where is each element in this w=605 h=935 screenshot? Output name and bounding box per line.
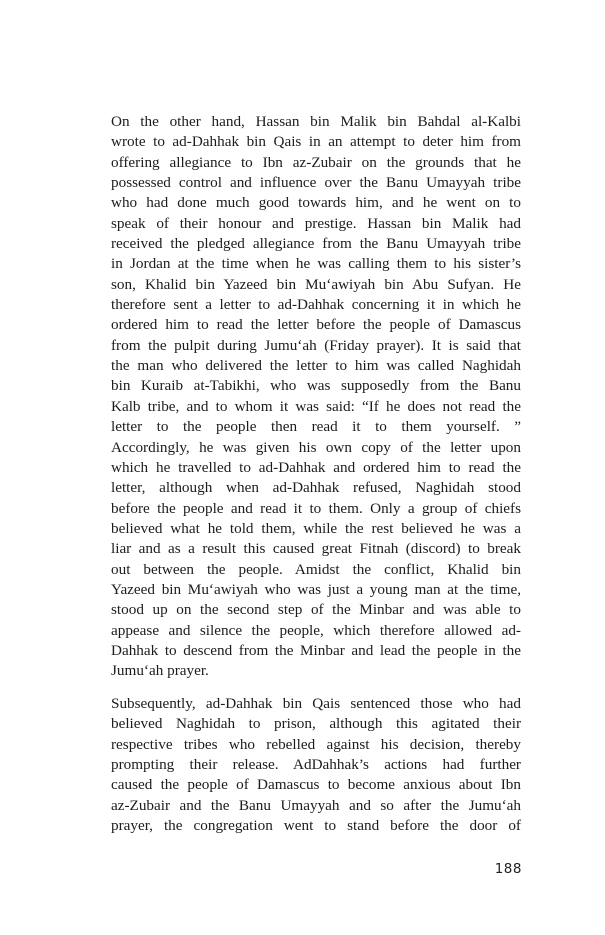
text-line: therefore sent a letter to ad-Dahhak concerning it in which he <box>111 296 521 314</box>
text-line: Accordingly, he was given his own copy of the letter upon <box>111 438 521 456</box>
text-line: Dahhak to descend from the Minbar and lead the people in the <box>111 641 521 659</box>
text-line: son, Khalid bin Yazeed bin Mu‘awiyah bin Abu Sufyan. He <box>111 275 521 293</box>
text-line: az-Zubair and the Banu Umayyah and so after the Jumu‘ah <box>111 796 521 814</box>
text-line: speak of their honour and prestige. Hassan bin Malik had <box>111 214 521 232</box>
text-line: Kalb tribe, and to whom it was said: “If he does not read the <box>111 397 521 415</box>
text-line: letter, although when ad-Dahhak refused, Naghidah stood <box>111 479 521 497</box>
text-line: ordered him to read the letter before the people of Damascus <box>111 316 521 334</box>
paragraph-1 <box>111 112 521 682</box>
text-line: offering allegiance to Ibn az-Zubair on the grounds that he <box>111 153 521 171</box>
text-line: received the pledged allegiance from the Banu Umayyah tribe <box>111 235 521 253</box>
text-line: bin Kuraib at-Tabikhi, who was supposedly from the Banu <box>111 377 521 395</box>
text-line: possessed control and influence over the Banu Umayyah tribe <box>111 174 521 192</box>
page-number: 188 <box>494 861 522 877</box>
text-line: in Jordan at the time when he was calling them to his sister’s <box>111 255 521 273</box>
text-line: the man who delivered the letter to him was called Naghidah <box>111 357 521 375</box>
paragraph-2 <box>111 694 521 836</box>
text-line: out between the people. Amidst the conflict, Khalid bin <box>111 560 521 578</box>
text-line: before the people and read it to them. Only a group of chiefs <box>111 499 521 517</box>
text-line: Jumu‘ah prayer. <box>111 662 209 680</box>
text-line: from the pulpit during Jumu‘ah (Friday prayer). It is said that <box>111 336 521 354</box>
text-line: believed what he told them, while the rest believed he was a <box>111 519 521 537</box>
text-line: liar and as a result this caused great Fitnah (discord) to break <box>111 540 521 558</box>
text-line: Subsequently, ad-Dahhak bin Qais sentenced those who had <box>111 695 521 712</box>
text-line: On the other hand, Hassan bin Malik bin Bahdal al-Kalbi <box>111 113 521 130</box>
text-line: prayer, the congregation went to stand before the door of <box>111 817 521 835</box>
text-line: letter to the people then read it to them yourself. ” <box>111 418 521 436</box>
text-line: respective tribes who rebelled against his decision, thereby <box>111 735 521 753</box>
text-line: believed Naghidah to prison, although this agitated their <box>111 715 521 733</box>
text-line: Yazeed bin Mu‘awiyah who was just a young man at the time, <box>111 580 521 598</box>
text-line: who had done much good towards him, and he went on to <box>111 194 521 212</box>
text-line: which he travelled to ad-Dahhak and ordered him to read the <box>111 458 521 476</box>
text-line: wrote to ad-Dahhak bin Qais in an attempt to deter him from <box>111 133 521 151</box>
text-line: stood up on the second step of the Minbar and was able to <box>111 601 521 619</box>
text-line: prompting their release. AdDahhak’s actions had further <box>111 756 521 774</box>
text-line: appease and silence the people, which therefore allowed ad- <box>111 621 521 639</box>
text-line: caused the people of Damascus to become anxious about Ibn <box>111 776 521 794</box>
